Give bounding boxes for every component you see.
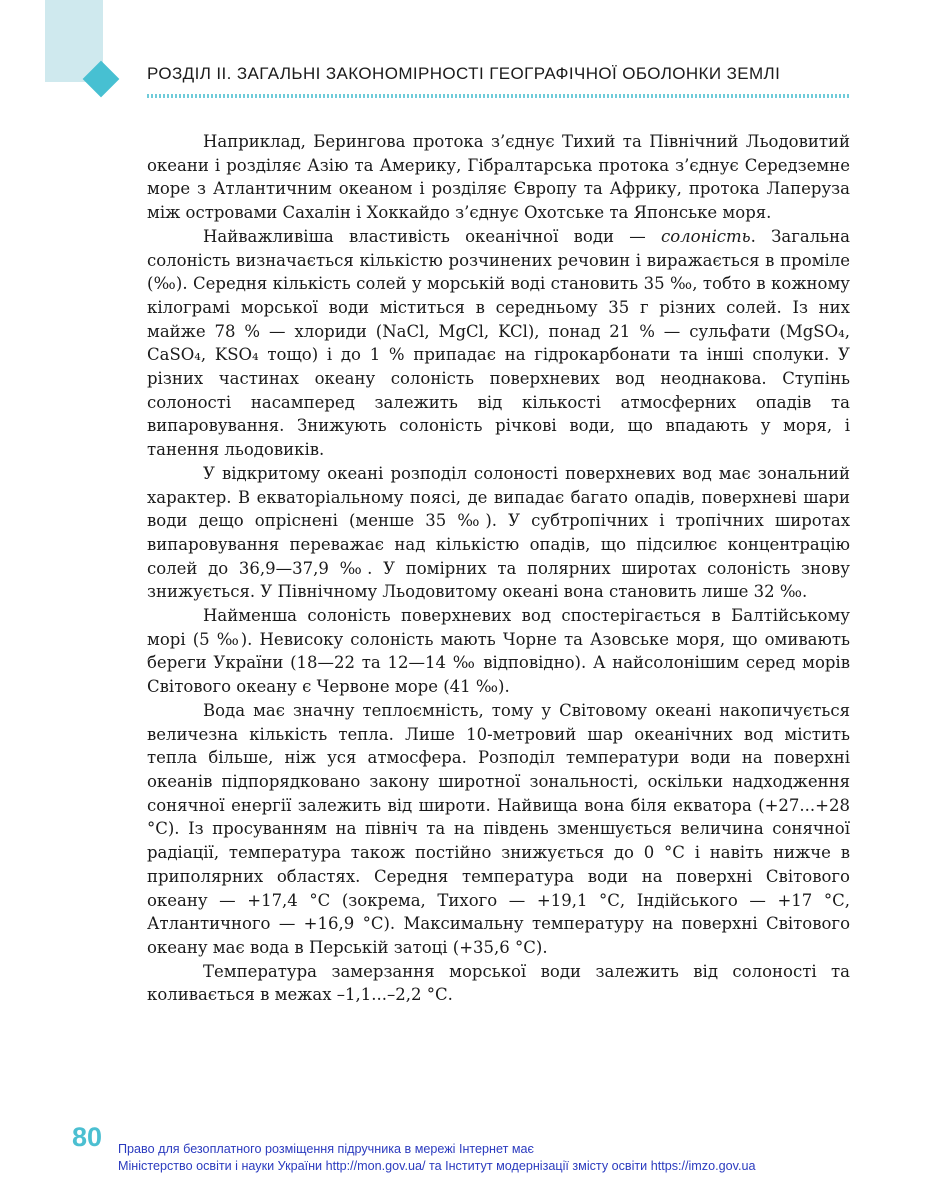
paragraph-2-rest: . Загальна солоність визначається кількістю розчинених речовин і виражається в проміле (‰). Середня кількість солей у морській воді становить 35 ‰, тобто в кожному кілограмі морської води міститься в середньому 35 г різних солей. Із них майже 78 % — хлориди (NaCl, MgCl, KCl), понад 21 % — сульфати (MgSO₄, CaSO₄, KSO₄ тощо) і до 1 % припадає на гідрокарбонати та інші сполуки. У різних частинах океану солоність поверхневих вод неоднакова. Ступінь солоності насамперед залежить від кількості атмосферних опадів та випаровування. Знижують солоність річкові води, що впадають у моря, і танення льодовиків. <box>147 226 850 460</box>
paragraph-1: Наприклад, Берингова протока з’єднує Тихий та Північний Льодовитий океани і розділяє Азію та Америку, Гібралтарська протока з’єднує Середземне море з Атлантичним океаном і розділяє Європу та Африку, протока Лаперуза між островами Сахалін і Хоккайдо з’єднує Охотське та Японське моря. <box>147 132 850 223</box>
main-text <box>147 130 850 1007</box>
header-divider <box>147 94 850 98</box>
footer-line-1: Право для безоплатного розміщення підручника в мережі Інтернет має <box>118 1142 534 1156</box>
paragraph-2-start: Найважливіша властивість океанічної води — <box>203 226 661 246</box>
paragraph-5: Вода має значну теплоємність, тому у Світовому океані накопичується величезна кількість тепла. Лише 10-метровий шар океанічних вод містить тепла більше, ніж уся атмосфера. Розподіл температури води на поверхні океанів підпорядковано закону широтної зональності, оскільки надходження сонячної енергії залежить від широти. Найвища вона біля екватора (+27...+28 °С). Із просуванням на північ та на південь зменшується величина сонячної радіації, температура також постійно знижується до 0 °С і навіть нижче в приполярних областях. Середня температура води на поверхні Світового океану — +17,4 °С (зокрема, Тихого — +19,1 °С, Індійського — +17 °С, Атлантичного — +16,9 °С). Максимальну температуру на поверхні Світового океану має вода в Перській затоці (+35,6 °С). <box>147 700 850 957</box>
paragraph-3: У відкритому океані розподіл солоності поверхневих вод має зональний характер. В екваторіальному поясі, де випадає багато опадів, поверхневі шари води дещо опріснені (менше 35 ‰). У субтропічних і тропічних широтах випаровування переважає над кількістю опадів, що підсилює концентрацію солей до 36,9—37,9 ‰. У помірних та полярних широтах солоність знову знижується. У Північному Льодовитому океані вона становить лише 32 ‰. <box>147 463 850 602</box>
term-salinity: солоність <box>660 226 751 246</box>
paragraph-4: Найменша солоність поверхневих вод спостерігається в Балтійському морі (5 ‰). Невисоку солоність мають Чорне та Азовське моря, що омивають береги України (18—22 та 12—14 ‰ відповідно). А найсолонішим серед морів Світового океану є Червоне море (41 ‰). <box>147 606 850 697</box>
paragraph-2 <box>147 225 850 462</box>
section-title: РОЗДІЛ ІІ. ЗАГАЛЬНІ ЗАКОНОМІРНОСТІ ГЕОГРАФІЧНОЇ ОБОЛОНКИ ЗЕМЛІ <box>147 64 781 83</box>
paragraph-6: Температура замерзання морської води залежить від солоності та коливається в межах –1,1...–2,2 °С. <box>147 961 850 1005</box>
footer-line-2: Міністерство освіти і науки України http://mon.gov.ua/ та Інститут модернізації змісту освіти https://imzo.gov.ua <box>118 1159 756 1173</box>
footer-notice <box>118 1141 755 1175</box>
page-number: 80 <box>72 1122 103 1152</box>
